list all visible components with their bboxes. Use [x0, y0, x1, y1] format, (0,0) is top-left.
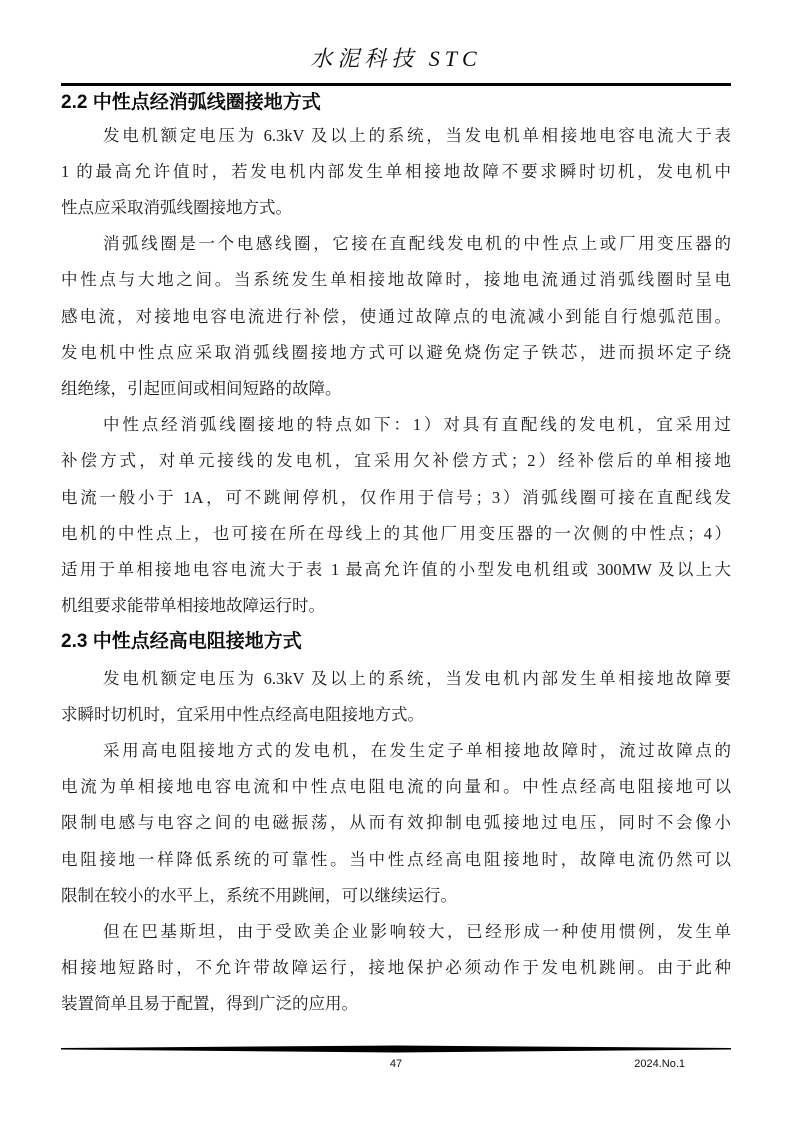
text-line: 电阻接地一样降低系统的可靠性。当中性点经高电阻接地时，故障电流仍然可以 [61, 849, 731, 869]
paragraph [61, 661, 731, 733]
text-line: 但在巴基斯坦，由于受欧美企业影响较大，已经形成一种使用惯例，发生单 [103, 921, 731, 941]
paragraph [61, 118, 731, 227]
journal-title: 水泥科技 STC [310, 46, 482, 71]
page-number: 47 [389, 1058, 403, 1070]
text-line: 电流一般小于 1A，可不跳闸停机，仅作用于信号；3）消弧线圈可接在直配线发 [61, 487, 731, 507]
issue-label: 2024.No.1 [634, 1058, 685, 1070]
paragraph [61, 914, 731, 1023]
text-line: 补偿方式，对单元接线的发电机，宜采用欠补偿方式；2）经补偿后的单相接地 [61, 451, 731, 471]
text-line: 中性点经消弧线圈接地的特点如下：1）对具有直配线的发电机，宜采用过 [103, 415, 731, 435]
text-line: 求瞬时切机时，宜采用中性点经高电阻接地方式。 [61, 704, 424, 724]
text-line: 电流为单相接地电容电流和中性点电阻电流的向量和。中性点经高电阻接地可以 [61, 777, 731, 797]
text-line: 相接地短路时，不允许带故障运行，接地保护必须动作于发电机跳闸。由于此种 [61, 958, 731, 978]
text-line: 装置简单且易于配置，得到广泛的应用。 [61, 994, 358, 1014]
text-line: 机组要求能带单相接地故障运行时。 [61, 596, 325, 616]
paragraph [61, 407, 731, 624]
text-line: 组绝缘，引起匝间或相间短路的故障。 [61, 378, 342, 398]
text-line: 感电流，对接地电容电流进行补偿，使通过故障点的电流减小到能自行熄弧范围。 [61, 306, 731, 326]
text-line: 中性点与大地之间。当系统发生单相接地故障时，接地电流通过消弧线圈时呈电 [61, 270, 731, 290]
text-line: 发电机额定电压为 6.3kV 及以上的系统，当发电机单相接地电容电流大于表 [103, 125, 731, 145]
header-rule [61, 83, 731, 86]
section-heading-2-3: 2.3 中性点经高电阻接地方式 [61, 631, 302, 653]
page-content [61, 0, 731, 1023]
text-line: 电机的中性点上，也可接在所在母线上的其他厂用变压器的一次侧的中性点；4） [61, 523, 731, 543]
text-line: 发电机中性点应采取消弧线圈接地方式可以避免烧伤定子铁芯，进而损坏定子绕 [61, 342, 731, 362]
text-line: 消弧线圈是一个电感线圈，它接在直配线发电机的中性点上或厂用变压器的 [103, 234, 731, 254]
footer-row [61, 1056, 731, 1072]
page-footer [61, 1045, 731, 1072]
section-heading-2-2: 2.2 中性点经消弧线圈接地方式 [61, 91, 321, 113]
paragraph [61, 733, 731, 914]
paragraph [61, 226, 731, 407]
text-line: 发电机额定电压为 6.3kV 及以上的系统，当发电机内部发生单相接地故障要 [103, 668, 731, 688]
text-line: 采用高电阻接地方式的发电机，在发生定子单相接地故障时，流过故障点的 [103, 740, 731, 760]
text-line: 性点应采取消弧线圈接地方式。 [61, 197, 292, 217]
text-line: 适用于单相接地电容电流大于表 1 最高允许值的小型发电机组或 300MW 及以上大 [61, 559, 731, 579]
text-line: 限制在较小的水平上，系统不用跳闸，可以继续运行。 [61, 885, 457, 905]
footer-rule [61, 1045, 731, 1053]
text-line: 1 的最高允许值时，若发电机内部发生单相接地故障不要求瞬时切机，发电机中 [61, 161, 731, 181]
text-line: 限制电感与电容之间的电磁振荡，从而有效抑制电弧接地过电压，同时不会像小 [61, 813, 731, 833]
